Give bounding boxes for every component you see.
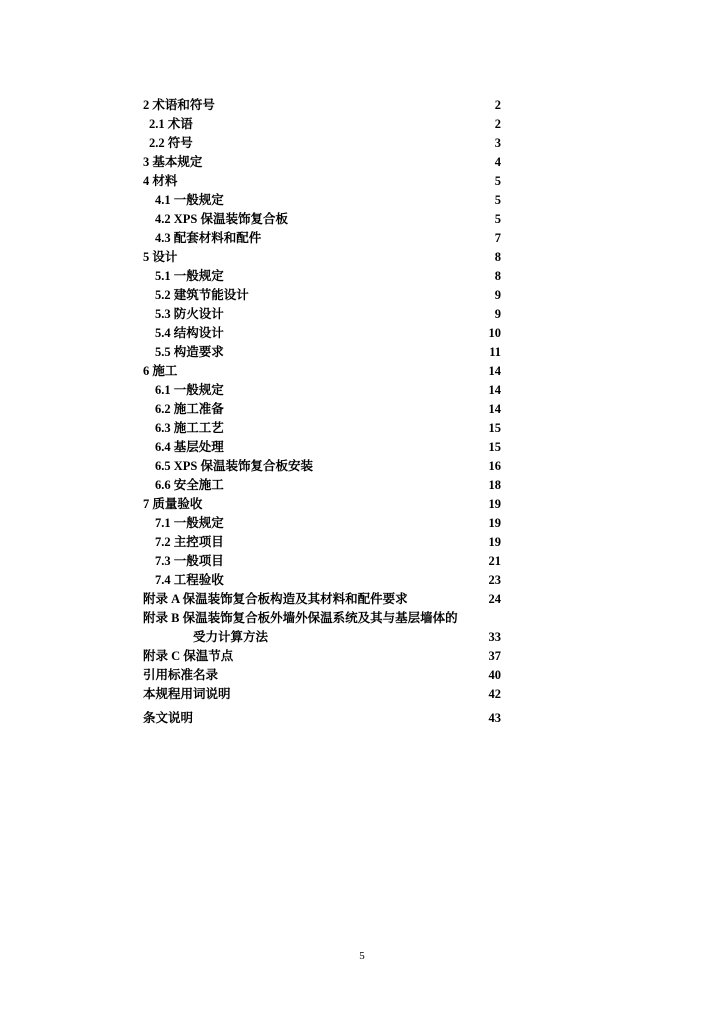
toc-entry-title: 引用标准名录: [143, 668, 219, 682]
toc-entry-title: 7.2 主控项目: [155, 535, 224, 549]
toc-entry-page: 8: [494, 269, 501, 283]
toc-entry-title: 2 术语和符号: [143, 98, 215, 112]
toc-entry-page: 8: [494, 250, 501, 264]
toc-entry-chapter-5[interactable]: [143, 248, 501, 267]
toc-entry-5-2[interactable]: [143, 286, 501, 305]
toc-entry-title: 6 施工: [143, 364, 178, 378]
toc-entry-6-2[interactable]: [143, 400, 501, 419]
toc-entry-6-6[interactable]: [143, 476, 501, 495]
toc-entry-title: 6.3 施工工艺: [155, 421, 224, 435]
toc-entry-title: 7.3 一般项目: [155, 554, 224, 568]
toc-entry-page: 14: [488, 364, 501, 378]
toc-entry-5-3[interactable]: [143, 305, 501, 324]
toc-entry-title: 4.2 XPS 保温装饰复合板: [155, 212, 288, 226]
toc-entry-page: 11: [489, 345, 501, 359]
toc-entry-page: 3: [494, 136, 501, 150]
toc-entry-title: 本规程用词说明: [143, 687, 231, 701]
toc-entry-chapter-6[interactable]: [143, 362, 501, 381]
toc-entry-page: 14: [488, 383, 501, 397]
toc-entry-page: 9: [494, 307, 501, 321]
toc-entry-title: 5.4 结构设计: [155, 326, 224, 340]
toc-entry-title: 6.2 施工准备: [155, 402, 224, 416]
toc-entry-title: 5.2 建筑节能设计: [155, 288, 249, 302]
toc-entry-page: 16: [488, 459, 501, 473]
toc-entry-appendix-b-continued[interactable]: [143, 628, 501, 647]
toc-entry-title: 5.3 防火设计: [155, 307, 224, 321]
toc-entry-page: 33: [488, 630, 501, 644]
toc-entry-page: 9: [494, 288, 501, 302]
toc-entry-4-1[interactable]: [143, 191, 501, 210]
toc-entry-title: 7.1 一般规定: [155, 516, 224, 530]
toc-entry-title: 4 材料: [143, 174, 178, 188]
toc-entry-6-3[interactable]: [143, 419, 501, 438]
toc-entry-page: 23: [488, 573, 501, 587]
toc-entry-page: 37: [488, 649, 501, 663]
toc-entry-page: 19: [488, 497, 501, 511]
toc-entry-page: 15: [488, 440, 501, 454]
toc-entry-appendix-c[interactable]: [143, 647, 501, 666]
toc-entry-title: 4.1 一般规定: [155, 193, 224, 207]
toc-entry-appendix-a[interactable]: [143, 590, 501, 609]
toc-entry-page: 7: [494, 231, 501, 245]
table-of-contents: [143, 96, 501, 728]
toc-entry-title: 2.1 术语: [149, 117, 193, 131]
toc-entry-page: 10: [488, 326, 501, 340]
toc-entry-page: 43: [488, 711, 501, 725]
toc-entry-7-1[interactable]: [143, 514, 501, 533]
toc-entry-wording-explanation[interactable]: [143, 685, 501, 704]
toc-entry-chapter-4[interactable]: [143, 172, 501, 191]
toc-entry-4-3[interactable]: [143, 229, 501, 248]
toc-entry-page: 19: [488, 535, 501, 549]
page-number: 5: [359, 950, 365, 962]
toc-entry-page: 24: [488, 592, 501, 606]
toc-entry-appendix-b[interactable]: [143, 609, 501, 628]
toc-entry-title: 5.5 构造要求: [155, 345, 224, 359]
toc-entry-page: 15: [488, 421, 501, 435]
toc-entry-page: 14: [488, 402, 501, 416]
toc-entry-title: 5.1 一般规定: [155, 269, 224, 283]
toc-entry-page: 19: [488, 516, 501, 530]
toc-entry-title: 2.2 符号: [149, 136, 193, 150]
toc-entry-title: 5 设计: [143, 250, 178, 264]
toc-entry-clause-explanation[interactable]: [143, 709, 501, 728]
toc-entry-page: 40: [488, 668, 501, 682]
toc-entry-2-1[interactable]: [143, 115, 501, 134]
toc-entry-page: 21: [488, 554, 501, 568]
toc-entry-page: 5: [494, 174, 501, 188]
toc-entry-page: 5: [494, 193, 501, 207]
toc-entry-title: 附录 B 保温装饰复合板外墙外保温系统及其与基层墙体的: [143, 611, 458, 625]
toc-entry-chapter-7[interactable]: [143, 495, 501, 514]
toc-entry-referenced-standards[interactable]: [143, 666, 501, 685]
toc-entry-title: 4.3 配套材料和配件: [155, 231, 262, 245]
toc-entry-7-2[interactable]: [143, 533, 501, 552]
toc-entry-chapter-2[interactable]: [143, 96, 501, 115]
toc-entry-5-4[interactable]: [143, 324, 501, 343]
toc-entry-title: 附录 A 保温装饰复合板构造及其材料和配件要求: [143, 592, 408, 606]
toc-entry-5-1[interactable]: [143, 267, 501, 286]
toc-entry-title: 附录 C 保温节点: [143, 649, 234, 663]
toc-entry-6-5[interactable]: [143, 457, 501, 476]
toc-entry-title: 7 质量验收: [143, 497, 203, 511]
toc-entry-page: 2: [494, 98, 501, 112]
toc-entry-page: 18: [488, 478, 501, 492]
toc-entry-2-2[interactable]: [143, 134, 501, 153]
toc-entry-page: 5: [494, 212, 501, 226]
toc-entry-title: 3 基本规定: [143, 155, 203, 169]
toc-entry-page: 2: [494, 117, 501, 131]
toc-entry-chapter-3[interactable]: [143, 153, 501, 172]
toc-entry-7-3[interactable]: [143, 552, 501, 571]
toc-entry-7-4[interactable]: [143, 571, 501, 590]
toc-entry-4-2[interactable]: [143, 210, 501, 229]
toc-entry-title: 受力计算方法: [193, 630, 269, 644]
toc-entry-title: 条文说明: [143, 711, 194, 725]
toc-entry-title: 6.5 XPS 保温装饰复合板安装: [155, 459, 313, 473]
toc-entry-5-5[interactable]: [143, 343, 501, 362]
toc-entry-6-1[interactable]: [143, 381, 501, 400]
toc-entry-title: 6.1 一般规定: [155, 383, 224, 397]
toc-entry-6-4[interactable]: [143, 438, 501, 457]
toc-entry-title: 6.6 安全施工: [155, 478, 224, 492]
toc-entry-title: 7.4 工程验收: [155, 573, 224, 587]
toc-entry-page: 42: [488, 687, 501, 701]
toc-entry-title: 6.4 基层处理: [155, 440, 224, 454]
toc-entry-page: 4: [494, 155, 501, 169]
